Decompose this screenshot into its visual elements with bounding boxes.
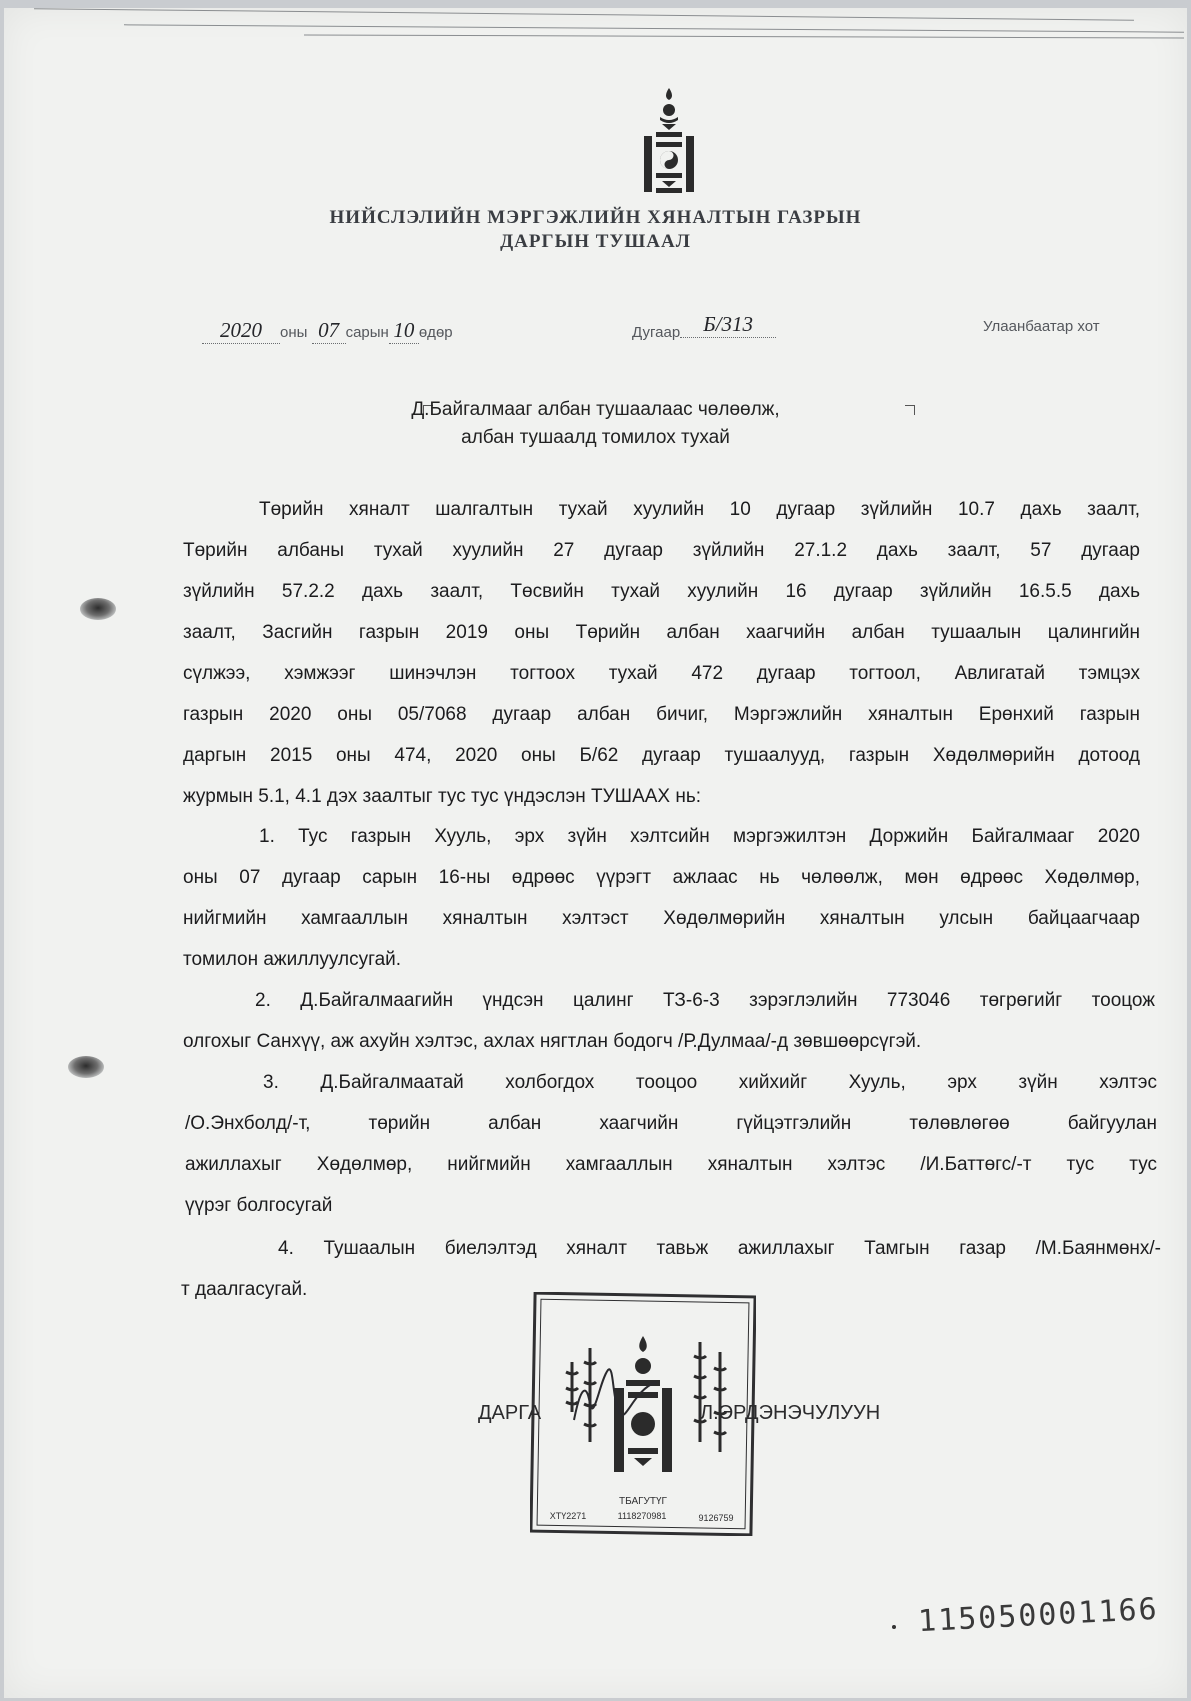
- stamp-org-code: ТБАГУТҮГ: [619, 1496, 667, 1507]
- document-serial-number: 115050001166: [917, 1591, 1160, 1640]
- date-field: [202, 318, 453, 344]
- text-line: Төрийн албаны тухай хуулийн 27 дугаар зүйлийн 27.1.2 дахь заалт, 57 дугаар: [183, 540, 1140, 561]
- page-edge-line: [124, 24, 1184, 32]
- text-line: газрын 2020 оны 05/7068 дугаар албан бичиг, Мэргэжлийн хяналтын Ерөнхий газрын: [183, 704, 1140, 725]
- state-emblem-icon: [640, 86, 698, 198]
- text-line: /О.Энхболд/-т, төрийн албан хаагчийн гүйцэтгэлийн төлөвлөгөө байгуулан: [185, 1113, 1157, 1134]
- punch-hole: [68, 1056, 104, 1078]
- text-line: 2. Д.Байгалмаагийн үндсэн цалинг ТЗ-6-3 зэрэглэлийн 773046 төгрөгийг тооцож: [255, 990, 1155, 1011]
- city-label: Улаанбаатар хот: [983, 318, 1100, 335]
- text-line: олгохыг Санхүү, аж ахуйн хэлтэс, ахлах нягтлан бодогч /Р.Дулмаа/-д зөвшөөрсүгэй.: [183, 1031, 922, 1052]
- text-line: 1. Тус газрын Хууль, эрх зүйн хэлтсийн мэргэжилтэн Доржийн Байгалмааг 2020: [259, 826, 1140, 847]
- handwritten-signature: [570, 1360, 660, 1430]
- preamble-paragraph: [183, 489, 1140, 817]
- order-number-label: Дугаар: [632, 324, 681, 341]
- signatory-name: Л.ЭРДЭНЭЧУЛУУН: [700, 1402, 881, 1424]
- subject-line-1: Д.Байгалмааг албан тушаалаас чөлөөлж,: [411, 399, 780, 420]
- text-line: ажиллахыг Хөдөлмөр, нийгмийн хамгааллын хяналтын хэлтэс /И.Баттөгс/-т тус тус: [185, 1154, 1157, 1175]
- header-line-1: НИЙСЛЭЛИЙН МЭРГЭЖЛИЙН ХЯНАЛТЫН ГАЗРЫН: [329, 207, 862, 228]
- date-month: 07: [312, 318, 346, 344]
- ink-dot: [892, 1625, 896, 1629]
- order-number: Б/313: [680, 312, 776, 338]
- stamp-code-2: 1118270981: [617, 1511, 667, 1521]
- text-line: 4. Тушаалын биелэлтэд хяналт тавьж ажиллахыг Тамгын газар /М.Баянмөнх/-: [278, 1238, 1161, 1259]
- date-day: 10: [389, 318, 419, 344]
- order-item-3: [185, 1062, 1157, 1226]
- text-line: оны 07 дугаар сарын 16-ны өдрөөс үүрэгт ажлаас нь чөлөөлж, мөн өдрөөс Хөдөлмөр,: [183, 867, 1140, 888]
- subject-line-2: албан тушаалд томилох тухай: [461, 427, 730, 448]
- order-item-1: [183, 816, 1140, 980]
- text-line: зүйлийн 57.2.2 дахь заалт, Төсвийн тухай хуулийн 16 дугаар зүйлийн 16.5.5 дахь: [183, 581, 1140, 602]
- text-line: даргын 2015 оны 474, 2020 оны Б/62 дугаар тушаалууд, газрын Хөдөлмөрийн дотоод: [183, 745, 1140, 766]
- text-line: үүрэг болгосугай: [185, 1195, 333, 1216]
- date-month-suffix: сарын: [345, 324, 389, 341]
- text-line: нийгмийн хамгааллын хяналтын хэлтэст Хөдөлмөрийн хяналтын улсын байцаагчаар: [183, 908, 1140, 929]
- date-year: 2020: [202, 318, 280, 344]
- page-edge-line: [304, 34, 1184, 38]
- punch-hole: [80, 598, 116, 620]
- header-line-2: ДАРГЫН ТУШААЛ: [500, 231, 691, 252]
- text-line: Төрийн хяналт шалгалтын тухай хуулийн 10 дугаар зүйлийн 10.7 дахь заалт,: [259, 499, 1140, 520]
- date-day-suffix: өдөр: [418, 324, 453, 341]
- text-line: 3. Д.Байгалмаатай холбогдох тооцоо хийхийг Хууль, эрх зүйн хэлтэс: [263, 1072, 1157, 1093]
- stamp-code-3: 9126759: [698, 1513, 734, 1523]
- text-line: томилон ажиллуулсугай.: [183, 949, 402, 970]
- page-edge-line: [34, 8, 1134, 21]
- text-line: т даалгасугай.: [181, 1279, 308, 1300]
- date-year-suffix: оны: [280, 324, 308, 341]
- text-line: сүлжээ, хэмжээг шинэчлэн тогтоох тухай 472 дугаар тогтоол, Авлигатай тэмцэх: [183, 663, 1140, 684]
- text-line: журмын 5.1, 4.1 дэх заалтыг тус тус үндэслэн ТУШААХ нь:: [183, 786, 702, 807]
- stamp-code-1: ХТҮ2271: [549, 1511, 587, 1521]
- text-line: заалт, Засгийн газрын 2019 оны Төрийн албан хаагчийн албан тушаалын цалингийн: [183, 622, 1140, 643]
- order-number-field: [632, 312, 776, 344]
- signatory-title: ДАРГА: [478, 1402, 542, 1424]
- order-item-2: [183, 980, 1155, 1062]
